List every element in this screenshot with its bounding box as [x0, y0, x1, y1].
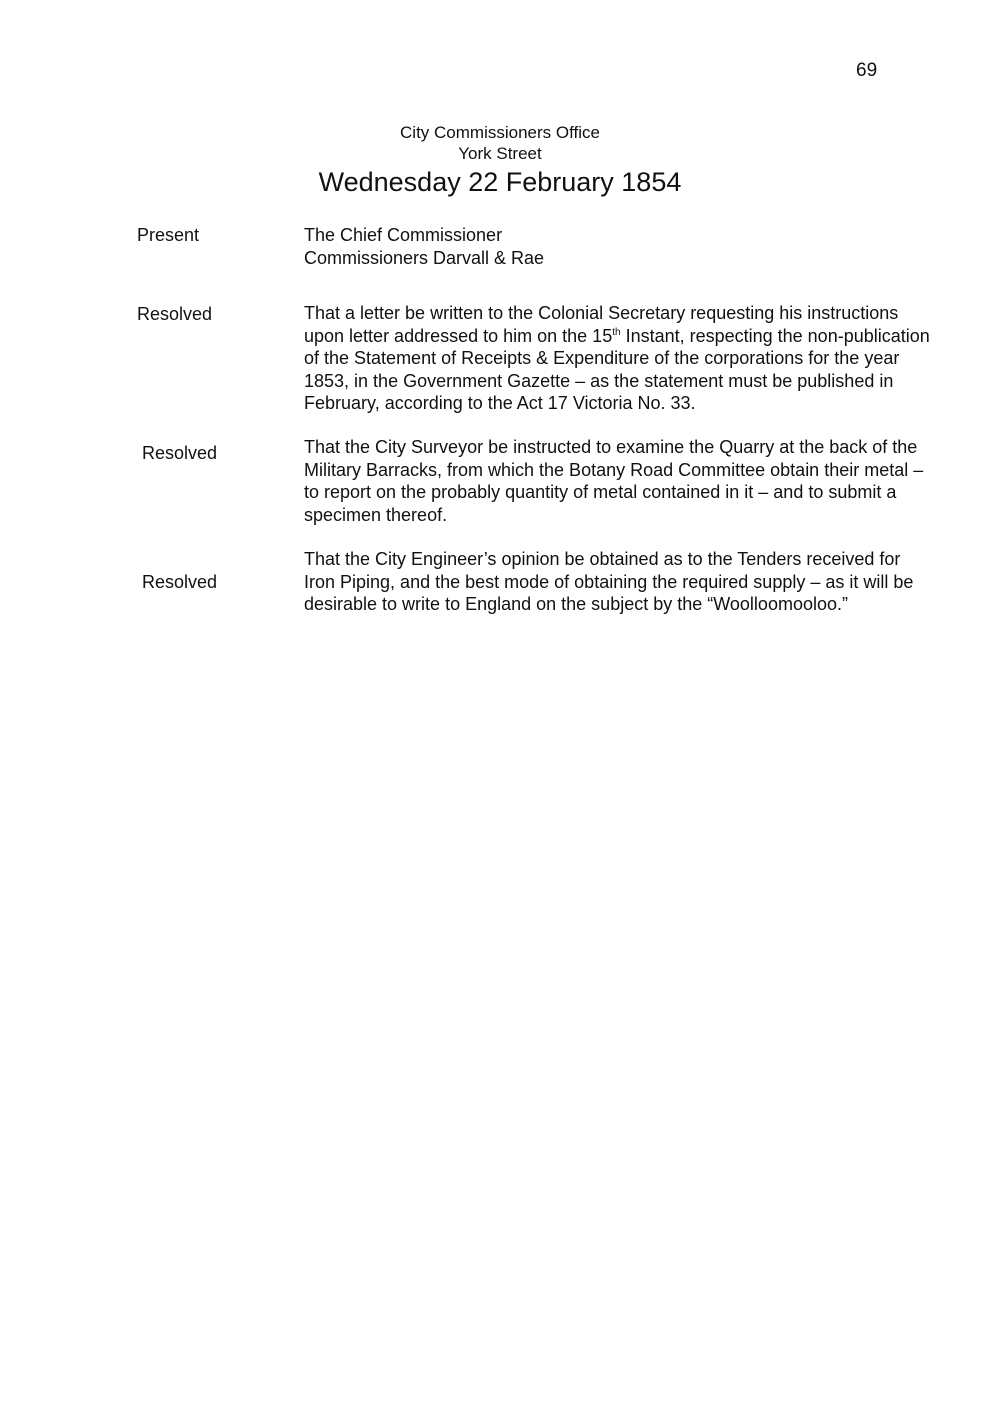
present-list [304, 224, 934, 269]
ordinal-suffix: th [612, 326, 621, 338]
office-street: York Street [458, 144, 542, 163]
resolution-label: Resolved [137, 304, 213, 324]
present-label: Present [137, 225, 200, 245]
minutes-header [0, 122, 1000, 199]
office-name: City Commissioners Office [400, 123, 600, 142]
resolution-text: That the City Surveyor be instructed to examine the Quarry at the back of the Military Barracks, from which the Botany Road Committee obtain their metal – to report on the probably quantity of metal contained in it – and to submit a specimen thereof. [304, 437, 924, 525]
meeting-date: Wednesday 22 February 1854 [318, 167, 682, 197]
resolution-text: That the City Engineer’s opinion be obtained as to the Tenders received for Iron Piping, and the best mode of obtaining the required supply – as it will be desirable to write to England on the subject by the “Woolloomooloo.” [304, 549, 914, 614]
resolution-text-part: Instant, respecting the non-publication of the Statement of Receipts & Expenditure of the corporations for the year 1853, in the Government Gazette – as the statement must be published in February, according to the Act 17 Victoria No. 33. [304, 325, 930, 413]
present-line: The Chief Commissioner [304, 225, 503, 245]
resolution-text [304, 302, 934, 415]
present-line: Commissioners Darvall & Rae [304, 247, 545, 268]
resolution-text-part: That a letter be written to the Colonial Secretary requesting his instructions upon letter addressed to him on the 15 [304, 303, 899, 346]
resolution-label: Resolved [142, 443, 218, 463]
resolution-label: Resolved [142, 572, 218, 592]
page-number: 69 [856, 60, 878, 81]
